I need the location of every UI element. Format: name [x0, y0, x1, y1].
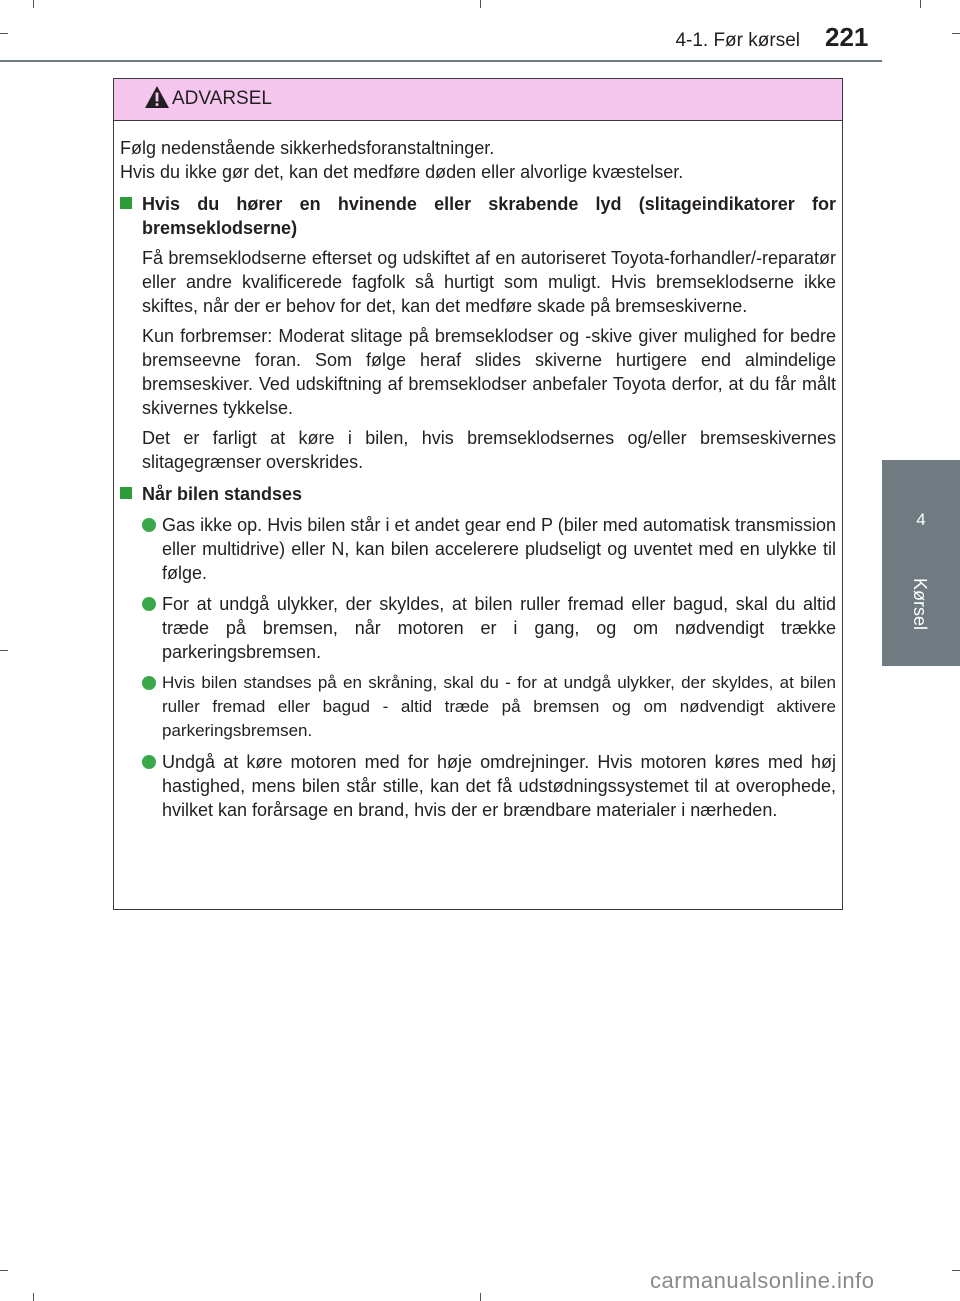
crop-mark [952, 33, 960, 34]
warning-box [113, 78, 843, 910]
square-bullet-icon [120, 197, 132, 209]
round-bullet-icon [142, 755, 156, 769]
section-heading-text: Når bilen standses [142, 484, 303, 504]
list-item-text: Hvis bilen standses på en skråning, skal du - for at undgå ulykker, der skyldes, at bilen ruller fremad eller bagud - altid træde på bremsen og om nødvendigt aktivere parkeringsbremsen. [162, 673, 836, 740]
square-bullet-icon [120, 487, 132, 499]
crop-mark [480, 0, 481, 8]
header-rule [0, 60, 882, 62]
round-bullet-icon [142, 676, 156, 690]
crop-mark [920, 0, 921, 8]
list-item [120, 671, 836, 743]
intro-line: Følg nedenstående sikkerhedsforanstaltninger. [120, 138, 495, 158]
page-number: 221 [825, 22, 869, 52]
list-item-text: Gas ikke op. Hvis bilen står i et andet gear end P (biler med automatisk transmission eller multidrive) eller N, kan bilen accelerere pludseligt og uventet med en ulykke til følge. [162, 515, 836, 583]
chapter-tab-label: Kørsel [910, 578, 930, 631]
list-item-text: Undgå at køre motoren med for høje omdrejninger. Hvis motoren køres med høj hastighed, mens bilen står stille, kan det få udstødningssystemet til at overophede, hvilket kan forårsage en brand, hvis der er brændbare materialer i nærheden. [162, 752, 836, 820]
watermark: carmanualsonline.info [650, 1268, 875, 1293]
section-heading [120, 192, 836, 240]
list-item [120, 513, 836, 585]
crop-mark [0, 1270, 8, 1271]
warning-body [120, 136, 836, 822]
list-item-text: For at undgå ulykker, der skyldes, at bilen ruller fremad eller bagud, skal du altid træde på bremsen, når motoren er i gang, og om nødvendigt trække parkeringsbremsen. [162, 594, 836, 662]
section-heading [120, 482, 836, 506]
list-item [120, 592, 836, 664]
section-paragraph: Det er farligt at køre i bilen, hvis bremseklodsernes og/eller bremseskivernes slitagegrænser overskrides. [142, 428, 836, 472]
list-item [120, 750, 836, 822]
section-heading-text: Hvis du hører en hvinende eller skrabende lyd (slitageindikatorer for bremseklodserne) [142, 194, 836, 238]
section-paragraph: Kun forbremser: Moderat slitage på bremseklodser og -skive giver mulighed for bedre bremseevne foran. Som følge heraf slides skiverne hurtigere end almindelige bremseskiver. Ved udskiftning af bremseklodser anbefaler Toyota derfor, at du får målt skivernes tykkelse. [142, 326, 836, 418]
warning-triangle-icon [144, 85, 170, 114]
chapter-tab[interactable] [882, 460, 960, 666]
intro-line: Hvis du ikke gør det, kan det medføre døden eller alvorlige kvæstelser. [120, 162, 684, 182]
crop-mark [952, 1270, 960, 1271]
chapter-tab-number: 4 [916, 510, 926, 529]
round-bullet-icon [142, 597, 156, 611]
section-paragraph: Få bremseklodserne efterset og udskiftet af en autoriseret Toyota-forhandler/-reparatør eller andre kvalificerede fagfolk så hurtigt som muligt. Hvis bremseklodserne ikke skiftes, når der er behov for det, kan det medføre skade på bremseskiverne. [142, 248, 836, 316]
crop-mark [33, 0, 34, 8]
round-bullet-icon [142, 518, 156, 532]
crop-mark [480, 1293, 481, 1301]
section-title: 4-1. Før kørsel [675, 30, 800, 51]
crop-mark [33, 1293, 34, 1301]
crop-mark [0, 650, 8, 651]
warning-title: ADVARSEL [172, 88, 272, 109]
warning-header [114, 79, 842, 121]
crop-mark [0, 33, 8, 34]
